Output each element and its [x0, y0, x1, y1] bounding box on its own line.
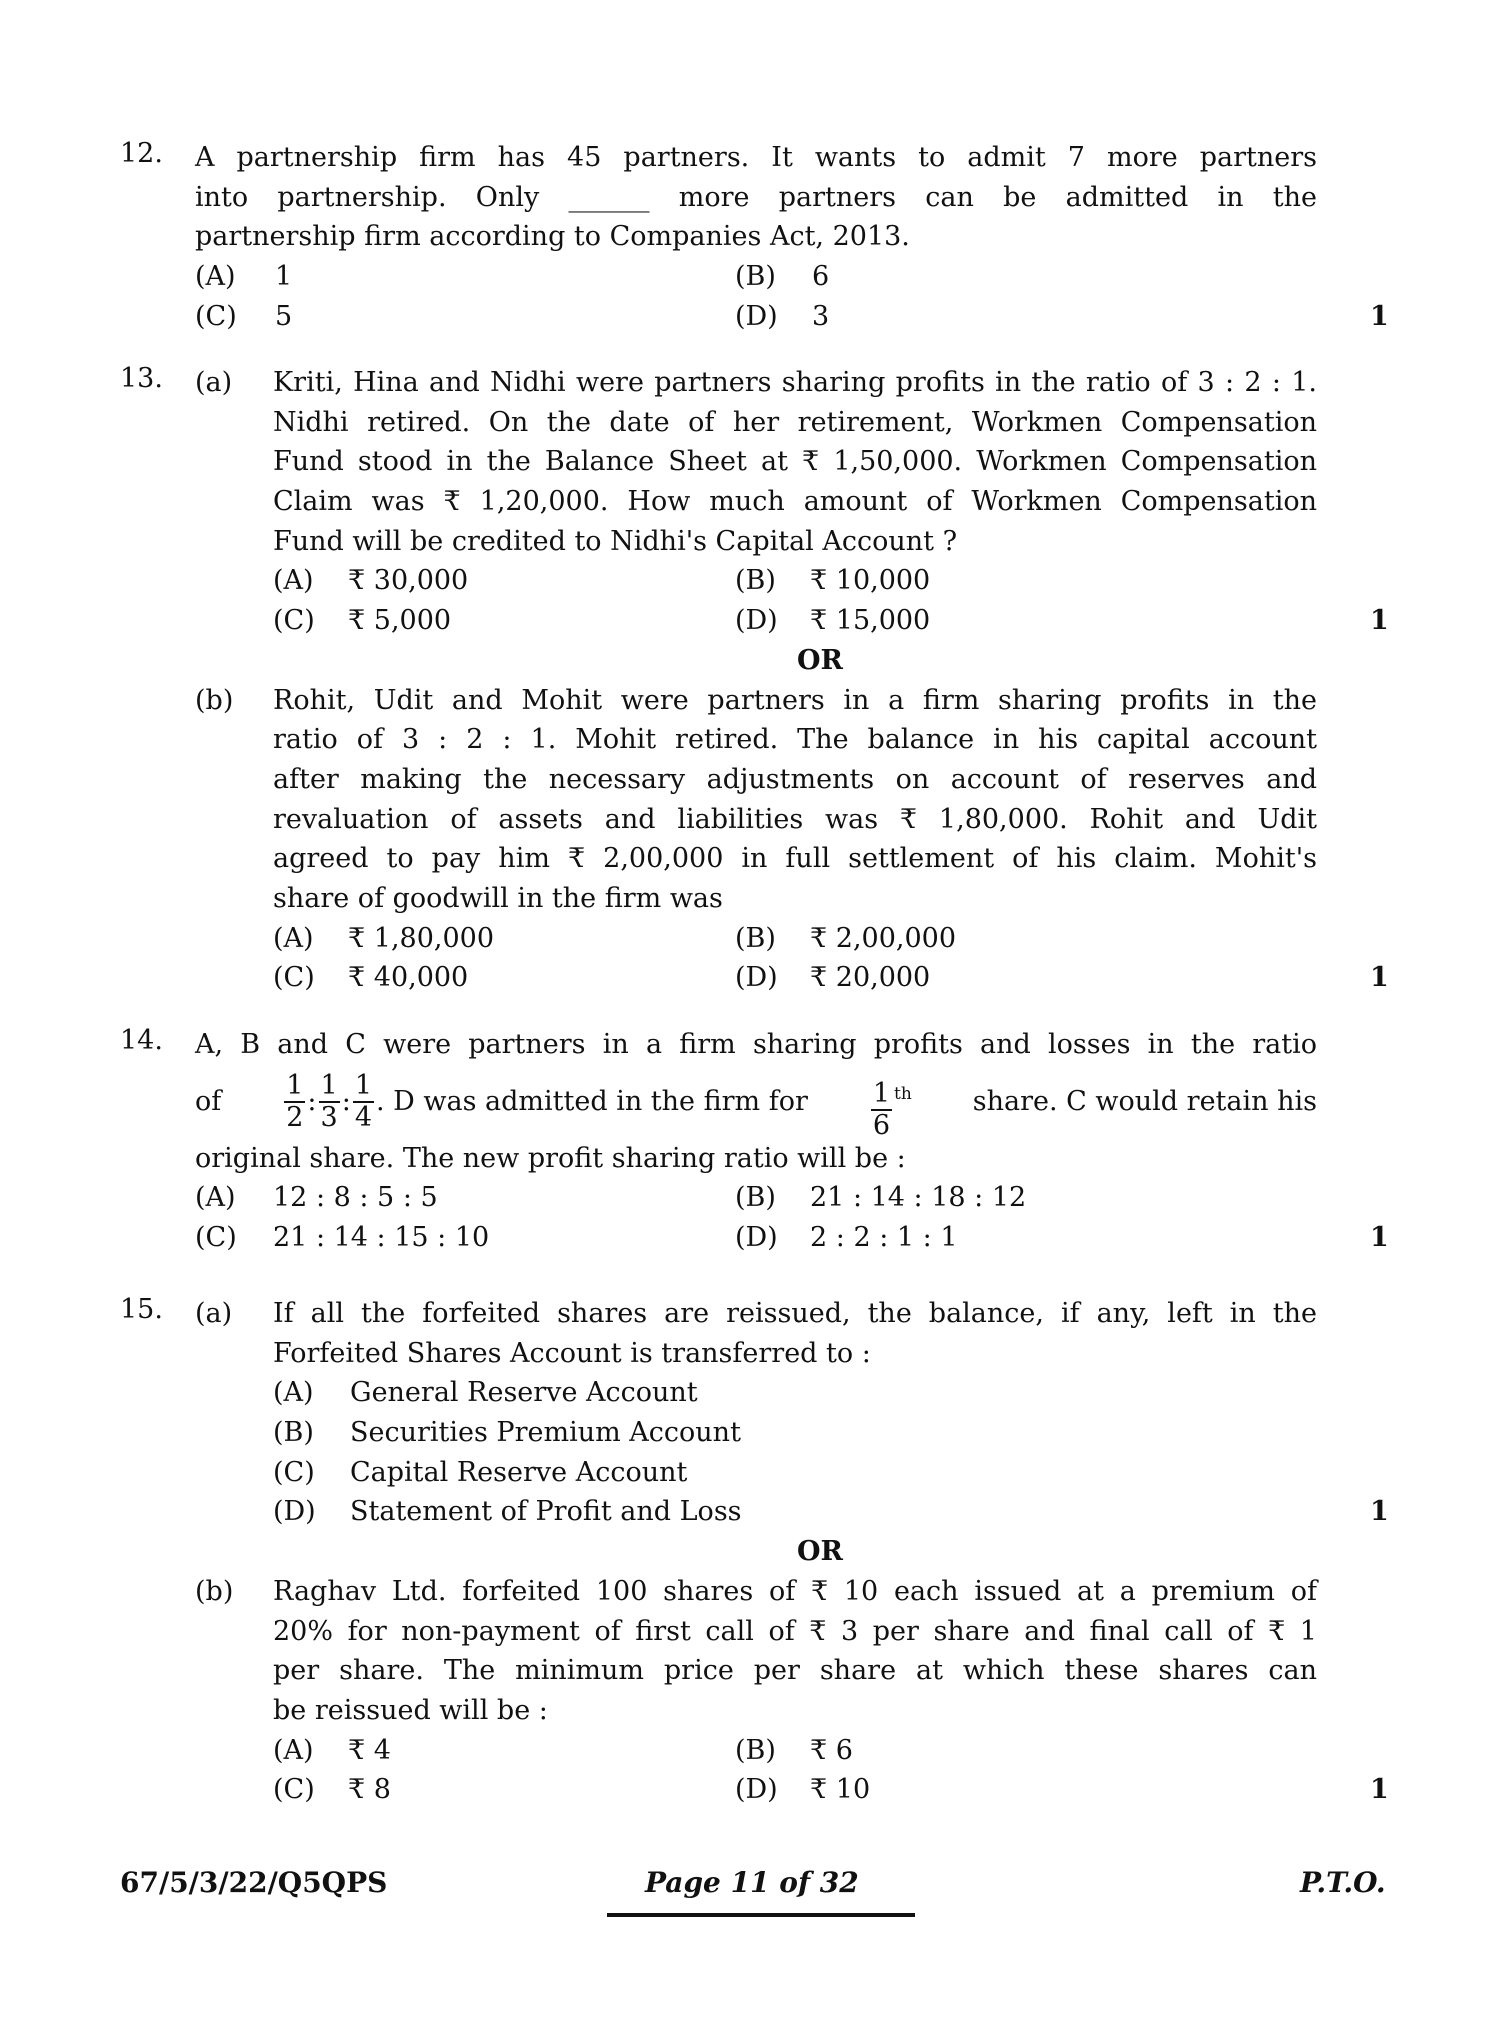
option-value: Statement of Profit and Loss [350, 1496, 742, 1528]
option-value: 3 [812, 300, 830, 332]
question-text: after making the necessary adjustments on account of reserves and [273, 763, 1317, 795]
page-number: Page 11 of 32 [645, 1866, 859, 1899]
option-label: (D) [735, 605, 778, 637]
question-12 [0, 138, 1505, 336]
option-value: Securities Premium Account [350, 1417, 741, 1449]
question-text: A partnership firm has 45 partners. It wants to admit 7 more partners [195, 142, 1317, 173]
question-text: agreed to pay him ₹ 2,00,000 in full settlement of his claim. Mohit's [273, 843, 1317, 875]
option-value: ₹ 30,000 [348, 565, 469, 597]
marks: 1 [1370, 1496, 1389, 1528]
option-value: ₹ 5,000 [348, 605, 452, 637]
option-label: (A) [273, 1377, 314, 1409]
question-text: Nidhi retired. On the date of her retirement, Workmen Compensation [273, 406, 1317, 438]
option-value: Capital Reserve Account [350, 1456, 688, 1488]
question-text: If all the forfeited shares are reissued, the balance, if any, left in the [273, 1298, 1317, 1329]
or-separator: OR [797, 1536, 843, 1568]
or-separator: OR [797, 644, 843, 676]
option-value: ₹ 10 [810, 1774, 871, 1806]
option-label: (A) [273, 565, 314, 597]
option-value: 21 : 14 : 15 : 10 [273, 1222, 490, 1254]
option-value: ₹ 15,000 [810, 605, 931, 637]
question-13 [0, 363, 1505, 998]
option-label: (C) [273, 962, 315, 994]
fraction: $\frac{1}{3}$ [320, 1070, 338, 1134]
marks: 1 [1370, 962, 1389, 994]
question-text: ratio of 3 : 2 : 1. Mohit retired. The balance in his capital account [273, 724, 1317, 756]
part-label: (a) [195, 1298, 233, 1329]
marks: 1 [1370, 605, 1389, 637]
option-value: ₹ 10,000 [810, 565, 931, 597]
question-text: Raghav Ltd. forfeited 100 shares of ₹ 10 each issued at a premium of [273, 1575, 1317, 1607]
option-label: (B) [735, 1182, 776, 1214]
option-label: (B) [735, 922, 776, 954]
question-text-with-fractions [195, 1065, 1317, 1139]
paper-code: 67/5/3/22/Q5QPS [120, 1866, 388, 1899]
option-value: 2 : 2 : 1 : 1 [810, 1222, 958, 1254]
option-value: 21 : 14 : 18 : 12 [810, 1182, 1027, 1214]
option-label: (D) [735, 1774, 778, 1806]
option-value: ₹ 20,000 [810, 962, 931, 994]
option-value: ₹ 6 [810, 1734, 853, 1766]
question-text: revaluation of assets and liabilities was ₹ 1,80,000. Rohit and Udit [273, 803, 1317, 835]
question-text: Fund stood in the Balance Sheet at ₹ 1,50,000. Workmen Compensation [273, 446, 1317, 478]
option-label: (B) [273, 1417, 314, 1449]
option-value: 1 [275, 261, 293, 293]
option-label: (A) [195, 261, 236, 293]
marks: 1 [1370, 300, 1389, 332]
ratio-fractions: $\frac{1}{2}$ : $\frac{1}{3}$ : $\frac{1}{4}$ . D was admitted in the firm for [286, 1070, 808, 1134]
option-label: (C) [195, 1222, 237, 1254]
option-value: 12 : 8 : 5 : 5 [273, 1182, 438, 1214]
fraction: $\frac{1}{4}$ [354, 1070, 372, 1134]
text: share. C would retain his [972, 1085, 1317, 1117]
option-value: General Reserve Account [350, 1377, 698, 1409]
question-number: 14. [120, 1025, 163, 1056]
question-text: partnership firm according to Companies Act, 2013. [195, 221, 910, 253]
option-value: ₹ 2,00,000 [810, 922, 956, 954]
option-value: ₹ 40,000 [348, 962, 469, 994]
question-text: Rohit, Udit and Mohit were partners in a firm sharing profits in the [273, 684, 1317, 716]
question-text: per share. The minimum price per share at which these shares can [273, 1655, 1317, 1687]
question-14 [0, 1025, 1505, 1258]
question-number: 15. [120, 1294, 163, 1325]
question-text: share of goodwill in the firm was [273, 882, 723, 914]
question-15 [0, 1294, 1505, 1810]
option-label: (C) [273, 605, 315, 637]
part-label: (a) [195, 367, 233, 398]
question-text: Fund will be credited to Nidhi's Capital Account ? [273, 525, 958, 557]
question-text: 20% for non-payment of first call of ₹ 3 per share and final call of ₹ 1 [273, 1615, 1317, 1647]
part-label: (b) [195, 684, 234, 716]
question-text: Kriti, Hina and Nidhi were partners sharing profits in the ratio of 3 : 2 : 1. [273, 367, 1317, 398]
option-label: (D) [273, 1496, 316, 1528]
question-number: 13. [120, 363, 163, 394]
option-value: ₹ 8 [348, 1774, 391, 1806]
fraction: $\frac{1}{2}$ [286, 1070, 304, 1134]
option-value: 6 [812, 261, 830, 293]
option-label: (D) [735, 1222, 778, 1254]
option-label: (B) [735, 1734, 776, 1766]
pto-label: P.T.O. [1300, 1866, 1386, 1899]
question-text: original share. The new profit sharing ratio will be : [195, 1142, 906, 1174]
question-text: Forfeited Shares Account is transferred to : [273, 1337, 871, 1369]
question-number: 12. [120, 138, 163, 169]
question-text: into partnership. Only ______ more partners can be admitted in the [195, 181, 1317, 213]
text: of [195, 1085, 222, 1117]
part-label: (b) [195, 1575, 234, 1607]
option-label: (C) [273, 1774, 315, 1806]
marks: 1 [1370, 1774, 1389, 1806]
option-label: (C) [273, 1456, 315, 1488]
share-fraction: $\frac{1}{6}$ $^{th}$ [872, 1077, 912, 1141]
option-value: 5 [275, 300, 293, 332]
option-value: ₹ 1,80,000 [348, 922, 494, 954]
question-text: be reissued will be : [273, 1694, 548, 1726]
option-value: ₹ 4 [348, 1734, 391, 1766]
option-label: (B) [735, 261, 776, 293]
question-text: A, B and C were partners in a firm sharing profits and losses in the ratio [195, 1029, 1317, 1060]
page-underline [607, 1913, 915, 1917]
question-text: Claim was ₹ 1,20,000. How much amount of Workmen Compensation [273, 486, 1317, 518]
option-label: (A) [195, 1182, 236, 1214]
option-label: (A) [273, 1734, 314, 1766]
option-label: (B) [735, 565, 776, 597]
marks: 1 [1370, 1222, 1389, 1254]
option-label: (D) [735, 300, 778, 332]
option-label: (D) [735, 962, 778, 994]
option-label: (A) [273, 922, 314, 954]
option-label: (C) [195, 300, 237, 332]
